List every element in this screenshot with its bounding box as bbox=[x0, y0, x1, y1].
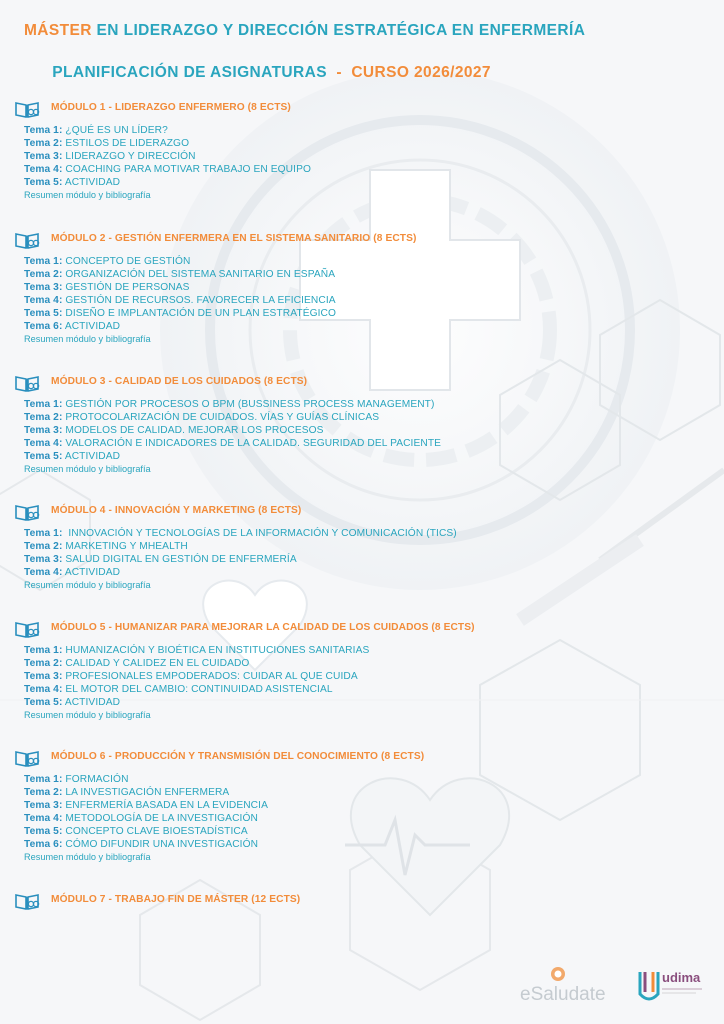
topic bbox=[24, 176, 311, 189]
topic-number: Tema 2: bbox=[24, 269, 63, 280]
topic bbox=[24, 838, 268, 851]
topic-list bbox=[24, 255, 336, 346]
topic-text: FORMACIÓN bbox=[62, 774, 129, 785]
book-glasses-icon bbox=[14, 230, 40, 250]
topic-list bbox=[24, 773, 268, 864]
topic-text: CONCEPTO CLAVE BIOESTADÍSTICA bbox=[62, 826, 248, 837]
topic bbox=[24, 657, 369, 670]
topic-text: CONCEPTO DE GESTIÓN bbox=[62, 256, 191, 267]
topic-text: SALUD DIGITAL EN GESTIÓN DE ENFERMERÍA bbox=[62, 554, 297, 565]
topic bbox=[24, 255, 336, 268]
module-title: MÓDULO 1 - LIDERAZGO ENFERMERO (8 ECTS) bbox=[51, 102, 291, 113]
topic-text: PROFESIONALES EMPODERADOS: CUIDAR AL QUE CUIDA bbox=[62, 671, 358, 682]
topic-number: Tema 1: bbox=[24, 125, 63, 136]
esaludate-logo bbox=[520, 966, 618, 1010]
topic-list bbox=[24, 124, 311, 202]
topic-number: Tema 4: bbox=[24, 164, 63, 175]
topic-text: ENFERMERÍA BASADA EN LA EVIDENCIA bbox=[62, 800, 268, 811]
topic-number: Tema 2: bbox=[24, 658, 63, 669]
topic-number: Tema 1: bbox=[24, 645, 63, 656]
module-4 bbox=[0, 502, 724, 590]
topic-text: GESTIÓN DE RECURSOS. FAVORECER LA EFICIENCIA bbox=[62, 295, 336, 306]
topic bbox=[24, 411, 441, 424]
topic bbox=[24, 398, 441, 411]
module-5 bbox=[0, 619, 724, 720]
book-glasses-icon bbox=[14, 99, 40, 119]
topic bbox=[24, 773, 268, 786]
topic bbox=[24, 812, 268, 825]
topic bbox=[24, 553, 457, 566]
title-separator: - bbox=[326, 64, 352, 81]
topic-text: LIDERAZGO Y DIRECCIÓN bbox=[62, 151, 196, 162]
topic-number: Tema 2: bbox=[24, 138, 63, 149]
topic-number: Tema 4: bbox=[24, 295, 63, 306]
module-title: MÓDULO 6 - PRODUCCIÓN Y TRANSMISIÓN DEL CONOCIMIENTO (8 ECTS) bbox=[51, 751, 425, 762]
topic-number: Tema 3: bbox=[24, 425, 63, 436]
module-header bbox=[0, 373, 724, 393]
topic-text: ACTIVIDAD bbox=[62, 321, 121, 332]
topic-text: ACTIVIDAD bbox=[62, 697, 121, 708]
title-line-1 bbox=[24, 20, 585, 41]
module-header bbox=[0, 99, 724, 119]
topic bbox=[24, 424, 441, 437]
topic-number: Tema 3: bbox=[24, 282, 63, 293]
module-title: MÓDULO 7 - TRABAJO FIN DE MÁSTER (12 ECTS) bbox=[51, 894, 301, 905]
topic bbox=[24, 281, 336, 294]
topic-number: Tema 5: bbox=[24, 451, 63, 462]
esaludate-wordmark: eSaludate bbox=[520, 984, 606, 1005]
module-summary: Resumen módulo y bibliografía bbox=[24, 334, 151, 344]
topic-number: Tema 3: bbox=[24, 554, 63, 565]
title-master: MÁSTER bbox=[24, 22, 92, 39]
topic-text: HUMANIZACIÓN Y BIOÉTICA EN INSTITUCIONES SANITARIAS bbox=[62, 645, 370, 656]
module-summary: Resumen módulo y bibliografía bbox=[24, 580, 151, 590]
topic-text: LA INVESTIGACIÓN ENFERMERA bbox=[62, 787, 230, 798]
topic-text: PROTOCOLARIZACIÓN DE CUIDADOS. VÍAS Y GUÍAS CLÍNICAS bbox=[62, 412, 380, 423]
module-7 bbox=[0, 891, 724, 911]
topic-number: Tema 3: bbox=[24, 671, 63, 682]
topic-text: COACHING PARA MOTIVAR TRABAJO EN EQUIPO bbox=[62, 164, 311, 175]
topic-text: VALORACIÓN E INDICADORES DE LA CALIDAD. SEGURIDAD DEL PACIENTE bbox=[62, 438, 442, 449]
topic bbox=[24, 320, 336, 333]
topic-list bbox=[24, 527, 457, 592]
topic-number: Tema 2: bbox=[24, 787, 63, 798]
topic-number: Tema 5: bbox=[24, 308, 63, 319]
module-header bbox=[0, 891, 724, 911]
topic bbox=[24, 294, 336, 307]
topic bbox=[24, 644, 369, 657]
module-header bbox=[0, 748, 724, 768]
topic-text: ACTIVIDAD bbox=[62, 177, 121, 188]
module-summary: Resumen módulo y bibliografía bbox=[24, 190, 151, 200]
module-summary: Resumen módulo y bibliografía bbox=[24, 464, 151, 474]
title-program: EN LIDERAZGO Y DIRECCIÓN ESTRATÉGICA EN ENFERMERÍA bbox=[91, 22, 586, 39]
book-glasses-icon bbox=[14, 619, 40, 639]
topic-number: Tema 1: bbox=[24, 774, 63, 785]
module-header bbox=[0, 230, 724, 250]
topic-text: CÓMO DIFUNDIR UNA INVESTIGACIÓN bbox=[62, 839, 259, 850]
topic-list bbox=[24, 644, 369, 722]
esaludate-mark-icon bbox=[550, 966, 566, 982]
topic-text: GESTIÓN DE PERSONAS bbox=[62, 282, 190, 293]
topic-number: Tema 5: bbox=[24, 826, 63, 837]
udima-tagline-lines bbox=[662, 986, 706, 996]
topic-number: Tema 5: bbox=[24, 697, 63, 708]
topic bbox=[24, 786, 268, 799]
topic bbox=[24, 437, 441, 450]
topic-text: INNOVACIÓN Y TECNOLOGÍAS DE LA INFORMACIÓN Y COMUNICACIÓN (TICS) bbox=[62, 528, 457, 539]
topic bbox=[24, 696, 369, 709]
topic-text: ACTIVIDAD bbox=[62, 567, 121, 578]
module-header bbox=[0, 619, 724, 639]
topic-text: GESTIÓN POR PROCESOS O BPM (BUSSINESS PROCESS MANAGEMENT) bbox=[62, 399, 435, 410]
module-1 bbox=[0, 99, 724, 200]
topic bbox=[24, 268, 336, 281]
topic bbox=[24, 527, 457, 540]
topic-text: DISEÑO E IMPLANTACIÓN DE UN PLAN ESTRATÉGICO bbox=[62, 308, 337, 319]
topic-text: ESTILOS DE LIDERAZGO bbox=[62, 138, 190, 149]
topic-text: CALIDAD Y CALIDEZ EN EL CUIDADO bbox=[62, 658, 250, 669]
topic-number: Tema 6: bbox=[24, 321, 63, 332]
topic-number: Tema 4: bbox=[24, 684, 63, 695]
module-title: MÓDULO 2 - GESTIÓN ENFERMERA EN EL SISTEMA SANITARIO (8 ECTS) bbox=[51, 233, 417, 244]
topic-text: METODOLOGÍA DE LA INVESTIGACIÓN bbox=[62, 813, 258, 824]
book-glasses-icon bbox=[14, 891, 40, 911]
topic bbox=[24, 150, 311, 163]
udima-logo bbox=[638, 966, 708, 1010]
topic-number: Tema 2: bbox=[24, 412, 63, 423]
module-title: MÓDULO 5 - HUMANIZAR PARA MEJORAR LA CALIDAD DE LOS CUIDADOS (8 ECTS) bbox=[51, 622, 475, 633]
topic-text: EL MOTOR DEL CAMBIO: CONTINUIDAD ASISTENCIAL bbox=[62, 684, 333, 695]
topic-number: Tema 3: bbox=[24, 151, 63, 162]
topic-number: Tema 4: bbox=[24, 438, 63, 449]
topic-number: Tema 3: bbox=[24, 800, 63, 811]
topic bbox=[24, 540, 457, 553]
topic bbox=[24, 137, 311, 150]
topic-text: MODELOS DE CALIDAD. MEJORAR LOS PROCESOS bbox=[62, 425, 324, 436]
topic-number: Tema 5: bbox=[24, 177, 63, 188]
topic bbox=[24, 450, 441, 463]
topic bbox=[24, 683, 369, 696]
module-2 bbox=[0, 230, 724, 344]
topic-number: Tema 6: bbox=[24, 839, 63, 850]
book-glasses-icon bbox=[14, 748, 40, 768]
page-title bbox=[24, 20, 585, 104]
module-header bbox=[0, 502, 724, 522]
topic bbox=[24, 124, 311, 137]
topic-text: ORGANIZACIÓN DEL SISTEMA SANITARIO EN ESPAÑA bbox=[62, 269, 336, 280]
udima-wordmark: udima bbox=[662, 970, 701, 985]
topic bbox=[24, 799, 268, 812]
book-glasses-icon bbox=[14, 502, 40, 522]
module-title: MÓDULO 4 - INNOVACIÓN Y MARKETING (8 ECTS) bbox=[51, 505, 302, 516]
module-summary: Resumen módulo y bibliografía bbox=[24, 710, 151, 720]
topic bbox=[24, 307, 336, 320]
title-planning: PLANIFICACIÓN DE ASIGNATURAS bbox=[52, 64, 327, 81]
topic-number: Tema 1: bbox=[24, 256, 63, 267]
topic-number: Tema 4: bbox=[24, 813, 63, 824]
topic-text: MARKETING Y MHEALTH bbox=[62, 541, 188, 552]
topic bbox=[24, 670, 369, 683]
topic-number: Tema 1: bbox=[24, 528, 63, 539]
topic-text: ACTIVIDAD bbox=[62, 451, 121, 462]
topic bbox=[24, 825, 268, 838]
topic bbox=[24, 163, 311, 176]
module-title: MÓDULO 3 - CALIDAD DE LOS CUIDADOS (8 ECTS) bbox=[51, 376, 308, 387]
udima-shield-icon bbox=[638, 968, 660, 1008]
topic bbox=[24, 566, 457, 579]
module-6 bbox=[0, 748, 724, 862]
module-3 bbox=[0, 373, 724, 474]
topic-text: ¿QUÉ ES UN LÍDER? bbox=[62, 125, 168, 136]
title-course: CURSO 2026/2027 bbox=[351, 64, 491, 81]
book-glasses-icon bbox=[14, 373, 40, 393]
module-summary: Resumen módulo y bibliografía bbox=[24, 852, 151, 862]
topic-number: Tema 4: bbox=[24, 567, 63, 578]
title-line-2 bbox=[24, 41, 585, 104]
topic-number: Tema 1: bbox=[24, 399, 63, 410]
topic-number: Tema 2: bbox=[24, 541, 63, 552]
topic-list bbox=[24, 398, 441, 476]
